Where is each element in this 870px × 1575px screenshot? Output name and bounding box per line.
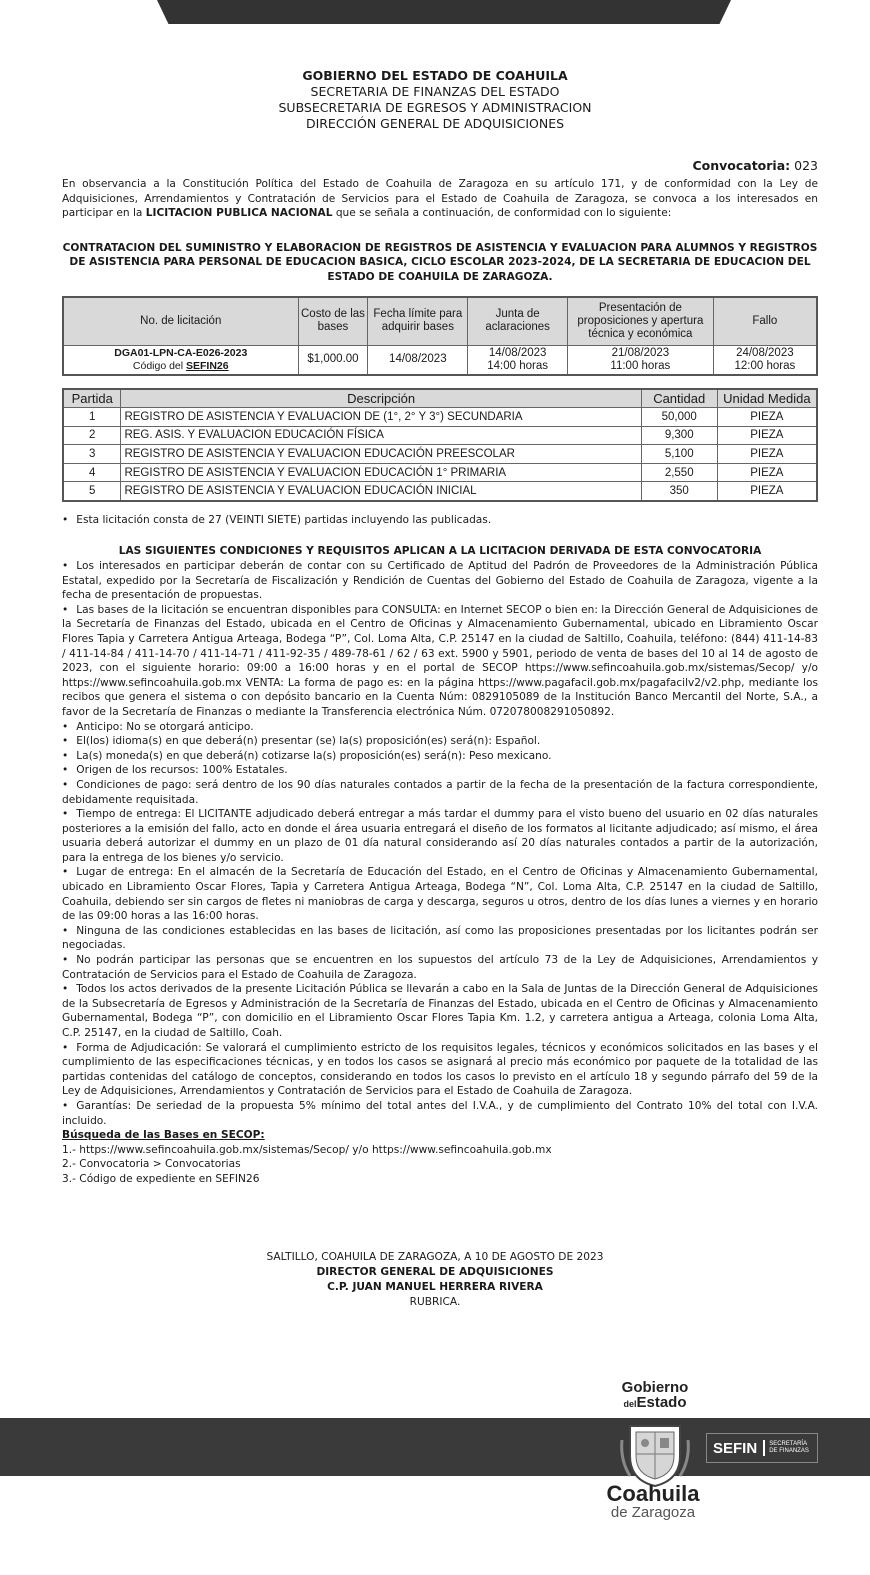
list-item: • Ninguna de las condiciones establecidas en las bases de licitación, así como las proposiciones presentadas por los licitantes podrán ser negociadas. xyxy=(62,924,818,953)
signature-name: C.P. JUAN MANUEL HERRERA RIVERA xyxy=(327,1281,543,1293)
cell-partida: 4 xyxy=(63,463,121,482)
junta-fecha: 14/08/2023 xyxy=(488,346,547,359)
fallo-fecha: 24/08/2023 xyxy=(736,346,794,359)
cell-cantidad: 50,000 xyxy=(641,408,717,427)
list-item: • Condiciones de pago: será dentro de los 90 días naturales contados a partir de la fecha de la presentación de la factura correspondiente, debidamente requisitada. xyxy=(62,778,818,807)
licitacion-codigo xyxy=(66,360,296,373)
list-item: • Los interesados en participar deberán de contar con su Certificado de Aptitud del Padrón de Proveedores de la Administración Pública Estatal, expedido por la Secretaría de Fiscalización y Rendición de Cuentas del Gobierno del Estado de Coahuila de Zaragoza, vigente a la fecha de presentación de propuestas. xyxy=(62,559,818,603)
table-row xyxy=(63,426,817,445)
conditions-list xyxy=(62,559,818,1187)
fallo-hora: 12:00 horas xyxy=(734,359,796,372)
th-no-licitacion: No. de licitación xyxy=(63,297,298,345)
th-cantidad: Cantidad xyxy=(641,389,717,408)
items-table-header-row xyxy=(63,389,817,408)
sefin-description xyxy=(769,1441,809,1455)
intro-highlight: LICITACION PUBLICA NACIONAL xyxy=(145,207,333,220)
th-junta: Junta de aclaraciones xyxy=(468,297,568,345)
sefin-logo xyxy=(706,1433,818,1463)
cell-unidad: PIEZA xyxy=(717,482,817,501)
header-subsecretaria: SUBSECRETARIA DE EGRESOS Y ADMINISTRACION xyxy=(278,100,592,115)
header-direccion: DIRECCIÓN GENERAL DE ADQUISICIONES xyxy=(305,116,565,131)
intro-text-after: que se señala a continuación, de conformidad con lo siguiente: xyxy=(332,207,672,220)
note-text: • Esta licitación consta de 27 (VEINTI SIETE) partidas incluyendo las publicadas. xyxy=(62,514,491,526)
items-table xyxy=(62,388,818,502)
logo-gobierno: Gobierno xyxy=(621,1379,689,1396)
tender-table-header-row xyxy=(63,297,817,345)
cell-partida: 5 xyxy=(63,482,121,501)
th-descripcion: Descripción xyxy=(121,389,641,408)
list-item: • Garantías: De seriedad de la propuesta 5% mínimo del total antes del I.V.A., y de cumplimiento del Contrato 10% del total con I.V.A. incluido. xyxy=(62,1099,818,1128)
list-item: • Tiempo de entrega: El LICITANTE adjudicado deberá entregar a más tardar el dummy para el visto bueno del usuario en 02 días naturales posteriores a la emisión del fallo, acto en donde el área usuaria entregará el diseño de los formatos al licitante adjudicado; así mismo, el área usuaria deberá autorizar el dummy en un plazo de 01 día natural considerando así 20 días naturales contados a partir de la autorización, para la entrega de los bienes y/o servicio. xyxy=(62,807,818,865)
logo-del-estado xyxy=(605,1395,705,1412)
junta-hora: 14:00 horas xyxy=(487,359,549,372)
codigo-value: SEFIN26 xyxy=(186,359,229,372)
sefin-desc-line1: SECRETARÍA xyxy=(769,1441,808,1447)
list-item: • Forma de Adjudicación: Se valorará el cumplimiento estricto de los requisitos legales, técnicos y económicos solicitados en las bases y el cumplimiento de las especificaciones técnicas, y en todos los casos se asignará al precio más económico por paquete de la totalidad de las partidas contenidas del catálogo de conceptos, considerando en todos los casos lo previsto en el artículo 18 y segundo párrafo del 59 de la Ley de Adquisiciones, Arrendamientos y Contratación de Servicios para el Estado de Coahuila de Zaragoza. xyxy=(62,1041,818,1099)
logo-del: del xyxy=(623,1399,637,1409)
cell-cantidad: 2,550 xyxy=(641,463,717,482)
signature-rubrica: RUBRICA. xyxy=(409,1296,461,1308)
th-fallo: Fallo xyxy=(713,297,817,345)
cell-cantidad: 5,100 xyxy=(641,445,717,464)
conditions-bullets xyxy=(62,559,818,1128)
cell-descripcion: REGISTRO DE ASISTENCIA Y EVALUACION EDUCACIÓN 1° PRIMARIA xyxy=(121,463,641,482)
list-item: • Anticipo: No se otorgará anticipo. xyxy=(62,720,818,735)
convocatoria-label: Convocatoria: xyxy=(692,158,791,173)
th-partida: Partida xyxy=(63,389,121,408)
cell-cantidad: 350 xyxy=(641,482,717,501)
th-costo: Costo de las bases xyxy=(298,297,368,345)
cell-unidad: PIEZA xyxy=(717,426,817,445)
list-item: • No podrán participar las personas que se encuentren en los supuestos del artículo 73 de la Ley de Adquisiciones, Arrendamientos y Contratación de Servicios para el Estado de Coahuila de Zaragoza. xyxy=(62,953,818,982)
cell-partida: 2 xyxy=(63,426,121,445)
th-presentacion: Presentación de proposiciones y apertura técnica y económica xyxy=(568,297,714,345)
presentacion-fecha: 21/08/2023 xyxy=(611,346,670,359)
cell-descripcion: REG. ASIS. Y EVALUACION EDUCACIÓN FÍSICA xyxy=(121,426,641,445)
coat-of-arms-icon xyxy=(618,1420,692,1490)
tender-table xyxy=(62,296,818,376)
cell-cantidad: 9,300 xyxy=(641,426,717,445)
list-item: • Origen de los recursos: 100% Estatales. xyxy=(62,763,818,778)
td-licitacion xyxy=(63,345,298,375)
logo-coahuila: Coahuila xyxy=(606,1481,700,1506)
licitacion-number: DGA01-LPN-CA-E026-2023 xyxy=(114,346,248,359)
table-row xyxy=(63,463,817,482)
cell-descripcion: REGISTRO DE ASISTENCIA Y EVALUACION DE (1°, 2° Y 3°) SECUNDARIA xyxy=(121,408,641,427)
cell-partida: 1 xyxy=(63,408,121,427)
top-decorative-bar xyxy=(157,0,731,24)
cell-unidad: PIEZA xyxy=(717,445,817,464)
logo-de-zaragoza: de Zaragoza xyxy=(610,1504,696,1521)
document-header xyxy=(0,68,870,132)
td-presentacion xyxy=(568,345,714,375)
td-fallo xyxy=(713,345,817,375)
codigo-label: Código del xyxy=(132,359,187,372)
th-fecha-limite: Fecha límite para adquirir bases xyxy=(368,297,468,345)
convocatoria-number xyxy=(692,158,818,173)
sefin-name: SEFIN xyxy=(713,1439,758,1457)
conditions-title: LAS SIGUIENTES CONDICIONES Y REQUISITOS APLICAN A LA LICITACION DERIVADA DE ESTA CONVOCATORIA xyxy=(118,545,762,557)
list-item: • Todos los actos derivados de la presente Licitación Pública se llevarán a cabo en la Sala de Juntas de la Dirección General de Adquisiciones de la Subsecretaría de Egresos y Administración de la Secretaría de Finanzas del Estado, ubicada en el Centro de Oficinas y Almacenamiento Gubernamental, Bodega “P”, con domicilio en el Libramiento Oscar Flores Tapia Km. 1.2, y carretera antigua a Arteaga, colonia Loma Alta, C.P. 25147, en la ciudad de Saltillo, Coah. xyxy=(62,982,818,1040)
signature-block xyxy=(0,1250,870,1310)
contract-title: CONTRATACION DEL SUMINISTRO Y ELABORACION DE REGISTROS DE ASISTENCIA Y EVALUACION PARA ALUMNOS Y REGISTROS DE ASISTENCIA PARA PERSONAL DE EDUCACION BASICA, CICLO ESCOLAR 2023-2024, DE LA SECRETARIA DE EDUCACION DEL ESTADO DE COAHUILA DE ZARAGOZA. xyxy=(62,242,818,283)
secop-step-1: 1.- https://www.sefincoahuila.gob.mx/sistemas/Secop/ y/o https://www.sefincoahuila.gob.mx xyxy=(62,1143,552,1156)
secop-step-3: 3.- Código de expediente en SEFIN26 xyxy=(62,1172,260,1185)
tender-table-row xyxy=(63,345,817,375)
td-junta xyxy=(468,345,568,375)
list-item: • Las bases de la licitación se encuentran disponibles para CONSULTA: en Internet SECOP o bien en: la Dirección General de Adquisiciones de la Secretaría de Finanzas del Estado, ubicada en el Centro de Oficinas y Almacenamiento Gubernamental, ubicado en Libramiento Oscar Flores Tapia y Carretera Antigua Arteaga, Bodega “P”, Col. Loma Alta, C.P. 25147 en la ciudad de Saltillo, Coahuila, teléfono: (844) 411-14-83 / 411-14-84 / 411-14-70 / 411-14-71 / 411-92-35 / 489-78-61 / 62 / 63 ext. 5900 y 5901, periodo de venta de bases del 10 al 14 de agosto de 2023, con el siguiente horario: 09:00 a 16:00 horas y en el portal de SECOP https://www.sefincoahuila.gob.mx/sistemas/Secop/ y/o https://www.sefincoahuila.gob.mx VENTA: La forma de pago es: en la página https://www.pagafacil.gob.mx/pagafacilv2/v2.php, mediante los recibos que genera el sistema o con depósito bancario en la Cuenta Núm: 0829105089 de la Institución Banco Mercantil del Norte, S.A., a favor de la Secretaría de Finanzas o mediante la Transferencia electrónica Núm. 072078008291050892. xyxy=(62,603,818,720)
list-item: • La(s) moneda(s) en que deberá(n) cotizarse la(s) proposición(es) será(n): Peso mexicano. xyxy=(62,749,818,764)
partidas-note xyxy=(62,514,491,526)
list-item: • Lugar de entrega: En el almacén de la Secretaría de Educación del Estado, en el Centro de Oficinas y Almacenamiento Gubernamental, ubicado en Libramiento Oscar Flores, Tapia y Carretera Antigua Arteaga, Bodega “N”, Col. Loma Alta, C.P. 25147 en la ciudad de Saltillo, Coahuila, debiendo ser sin cargos de fletes ni maniobras de carga y descarga, seguros u otros, dentro de los días lunes a viernes y en horario de las 09:00 horas a las 16:00 horas. xyxy=(62,865,818,923)
header-government: GOBIERNO DEL ESTADO DE COAHUILA xyxy=(302,68,568,83)
convocatoria-value: 023 xyxy=(794,158,818,173)
signature-place-date: SALTILLO, COAHUILA DE ZARAGOZA, A 10 DE AGOSTO DE 2023 xyxy=(266,1251,604,1263)
sefin-desc-line2: DE FINANZAS xyxy=(769,1448,809,1454)
sefin-divider xyxy=(763,1440,765,1456)
header-secretaria: SECRETARIA DE FINANZAS DEL ESTADO xyxy=(310,84,560,99)
intro-paragraph xyxy=(62,177,818,221)
presentacion-hora: 11:00 horas xyxy=(610,359,671,372)
td-costo: $1,000.00 xyxy=(298,345,368,375)
cell-unidad: PIEZA xyxy=(717,463,817,482)
cell-descripcion: REGISTRO DE ASISTENCIA Y EVALUACION EDUCACIÓN PREESCOLAR xyxy=(121,445,641,464)
cell-descripcion: REGISTRO DE ASISTENCIA Y EVALUACION EDUCACIÓN INICIAL xyxy=(121,482,641,501)
list-item: • El(los) idioma(s) en que deberá(n) presentar (se) la(s) proposición(es) será(n): Español. xyxy=(62,734,818,749)
table-row xyxy=(63,408,817,427)
signature-role: DIRECTOR GENERAL DE ADQUISICIONES xyxy=(316,1266,554,1278)
intro-text-before: En observancia a la Constitución Política del Estado de Coahuila de Zaragoza en su artículo 171, y de conformidad con la Ley de Adquisiciones, Arrendamientos y Contratación de Servicios para el Estado de Coahuila de Zaragoza, se convoca a los interesados en participar en la xyxy=(62,178,818,220)
logo-estado: Estado xyxy=(636,1394,687,1411)
coahuila-logo-text xyxy=(598,1483,708,1521)
td-fecha-limite: 14/08/2023 xyxy=(368,345,468,375)
secop-heading: Búsqueda de las Bases en SECOP: xyxy=(62,1129,265,1142)
th-unidad: Unidad Medida xyxy=(717,389,817,408)
table-row xyxy=(63,482,817,501)
cell-partida: 3 xyxy=(63,445,121,464)
secop-step-2: 2.- Convocatoria > Convocatorias xyxy=(62,1158,241,1171)
cell-unidad: PIEZA xyxy=(717,408,817,427)
gobierno-logo-text xyxy=(605,1380,705,1412)
table-row xyxy=(63,445,817,464)
